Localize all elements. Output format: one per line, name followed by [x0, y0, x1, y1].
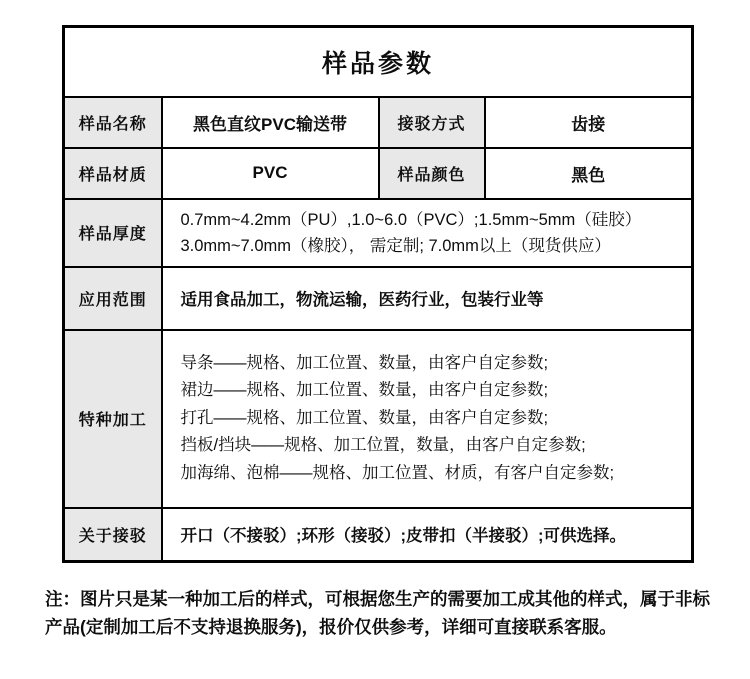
label-sample-material: 样品材质: [64, 148, 162, 199]
table-row-thickness: [64, 199, 693, 267]
value-about-joint: 开口（不接驳）;环形（接驳）;皮带扣（半接驳）;可供选择。: [162, 508, 693, 562]
value-joint-method: 齿接: [485, 97, 693, 148]
footer-note: [45, 585, 717, 641]
table-row-material: [64, 148, 693, 199]
special-line-punching: 打孔——规格、加工位置、数量，由客户自定参数;: [180, 408, 549, 427]
special-line-sponge-foam: 加海绵、泡棉——规格、加工位置、材质，有客户自定参数;: [180, 463, 615, 482]
thickness-line-1: 0.7mm~4.2mm（PU）,1.0~6.0（PVC）;1.5mm~5mm（硅胶）: [180, 210, 642, 229]
special-line-baffle: 挡板/挡块——规格、加工位置，数量，由客户自定参数;: [180, 436, 586, 455]
special-line-guide-strip: 导条——规格、加工位置、数量，由客户自定参数;: [180, 353, 549, 372]
spec-table: [62, 25, 694, 563]
table-row-application: [64, 267, 693, 330]
label-application-scope: 应用范围: [64, 267, 162, 330]
special-line-skirt-edge: 裙边——规格、加工位置、数量，由客户自定参数;: [180, 381, 549, 400]
thickness-line-2: 3.0mm~7.0mm（橡胶）， 需定制; 7.0mm以上（现货供应）: [180, 236, 611, 255]
table-row-sample-name: [64, 97, 693, 148]
value-application-scope: 适用食品加工，物流运输，医药行业，包装行业等: [162, 267, 693, 330]
footer-note-line-1: 注：图片只是某一种加工后的样式，可根据您生产的需要加工成其他的样式，属于非标: [45, 589, 710, 609]
value-sample-material: PVC: [162, 148, 379, 199]
value-sample-color: 黑色: [485, 148, 693, 199]
label-special-processing: 特种加工: [64, 330, 162, 508]
footer-note-line-2: 产品(定制加工后不支持退换服务)，报价仅供参考，详细可直接联系客服。: [45, 617, 617, 637]
label-joint-method: 接驳方式: [379, 97, 485, 148]
label-sample-thickness: 样品厚度: [64, 199, 162, 267]
value-special-processing: [162, 330, 693, 508]
value-sample-name: 黑色直纹PVC输送带: [162, 97, 379, 148]
table-row-joint: [64, 508, 693, 562]
title-row: [64, 27, 693, 97]
table-row-special-processing: [64, 330, 693, 508]
label-sample-color: 样品颜色: [379, 148, 485, 199]
value-sample-thickness: [162, 199, 693, 267]
label-sample-name: 样品名称: [64, 97, 162, 148]
page-title: 样品参数: [64, 27, 693, 97]
label-about-joint: 关于接驳: [64, 508, 162, 562]
